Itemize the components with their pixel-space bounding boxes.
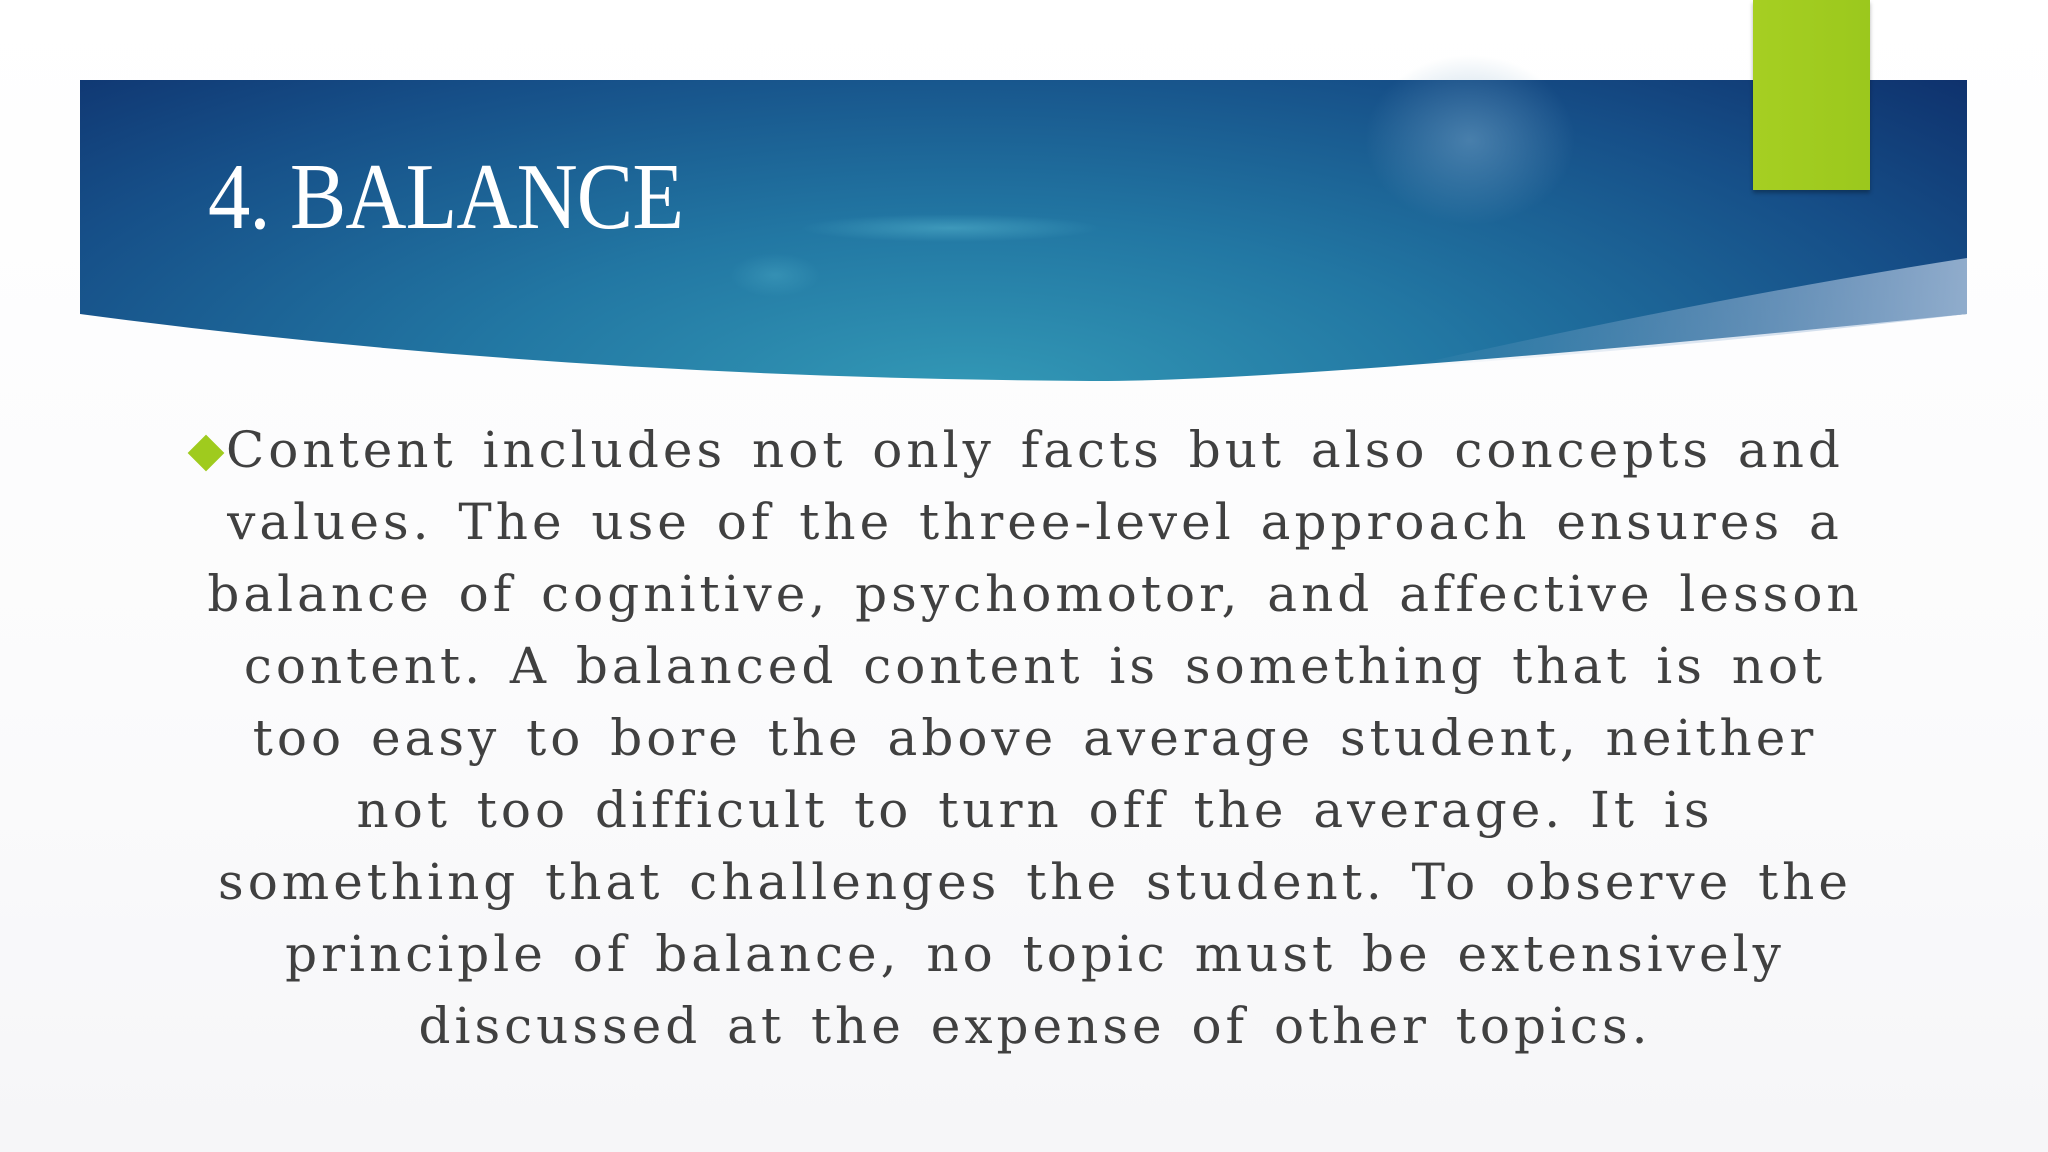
green-accent-bar (1753, 0, 1870, 190)
body-paragraph: Content includes not only facts but also concepts and values. The use of the three-level approach ensures a balance of cognitive, psychomotor, and affective lesson content. A balanced content is something that is not too easy to bore the above average student, neither not too difficult to turn off the average. It is something that challenges the student. To observe the principle of balance, no topic must be extensively discussed at the expense of other topics. (207, 421, 1863, 1055)
slide-title: 4. BALANCE (208, 145, 684, 249)
content-block (200, 414, 1870, 1062)
